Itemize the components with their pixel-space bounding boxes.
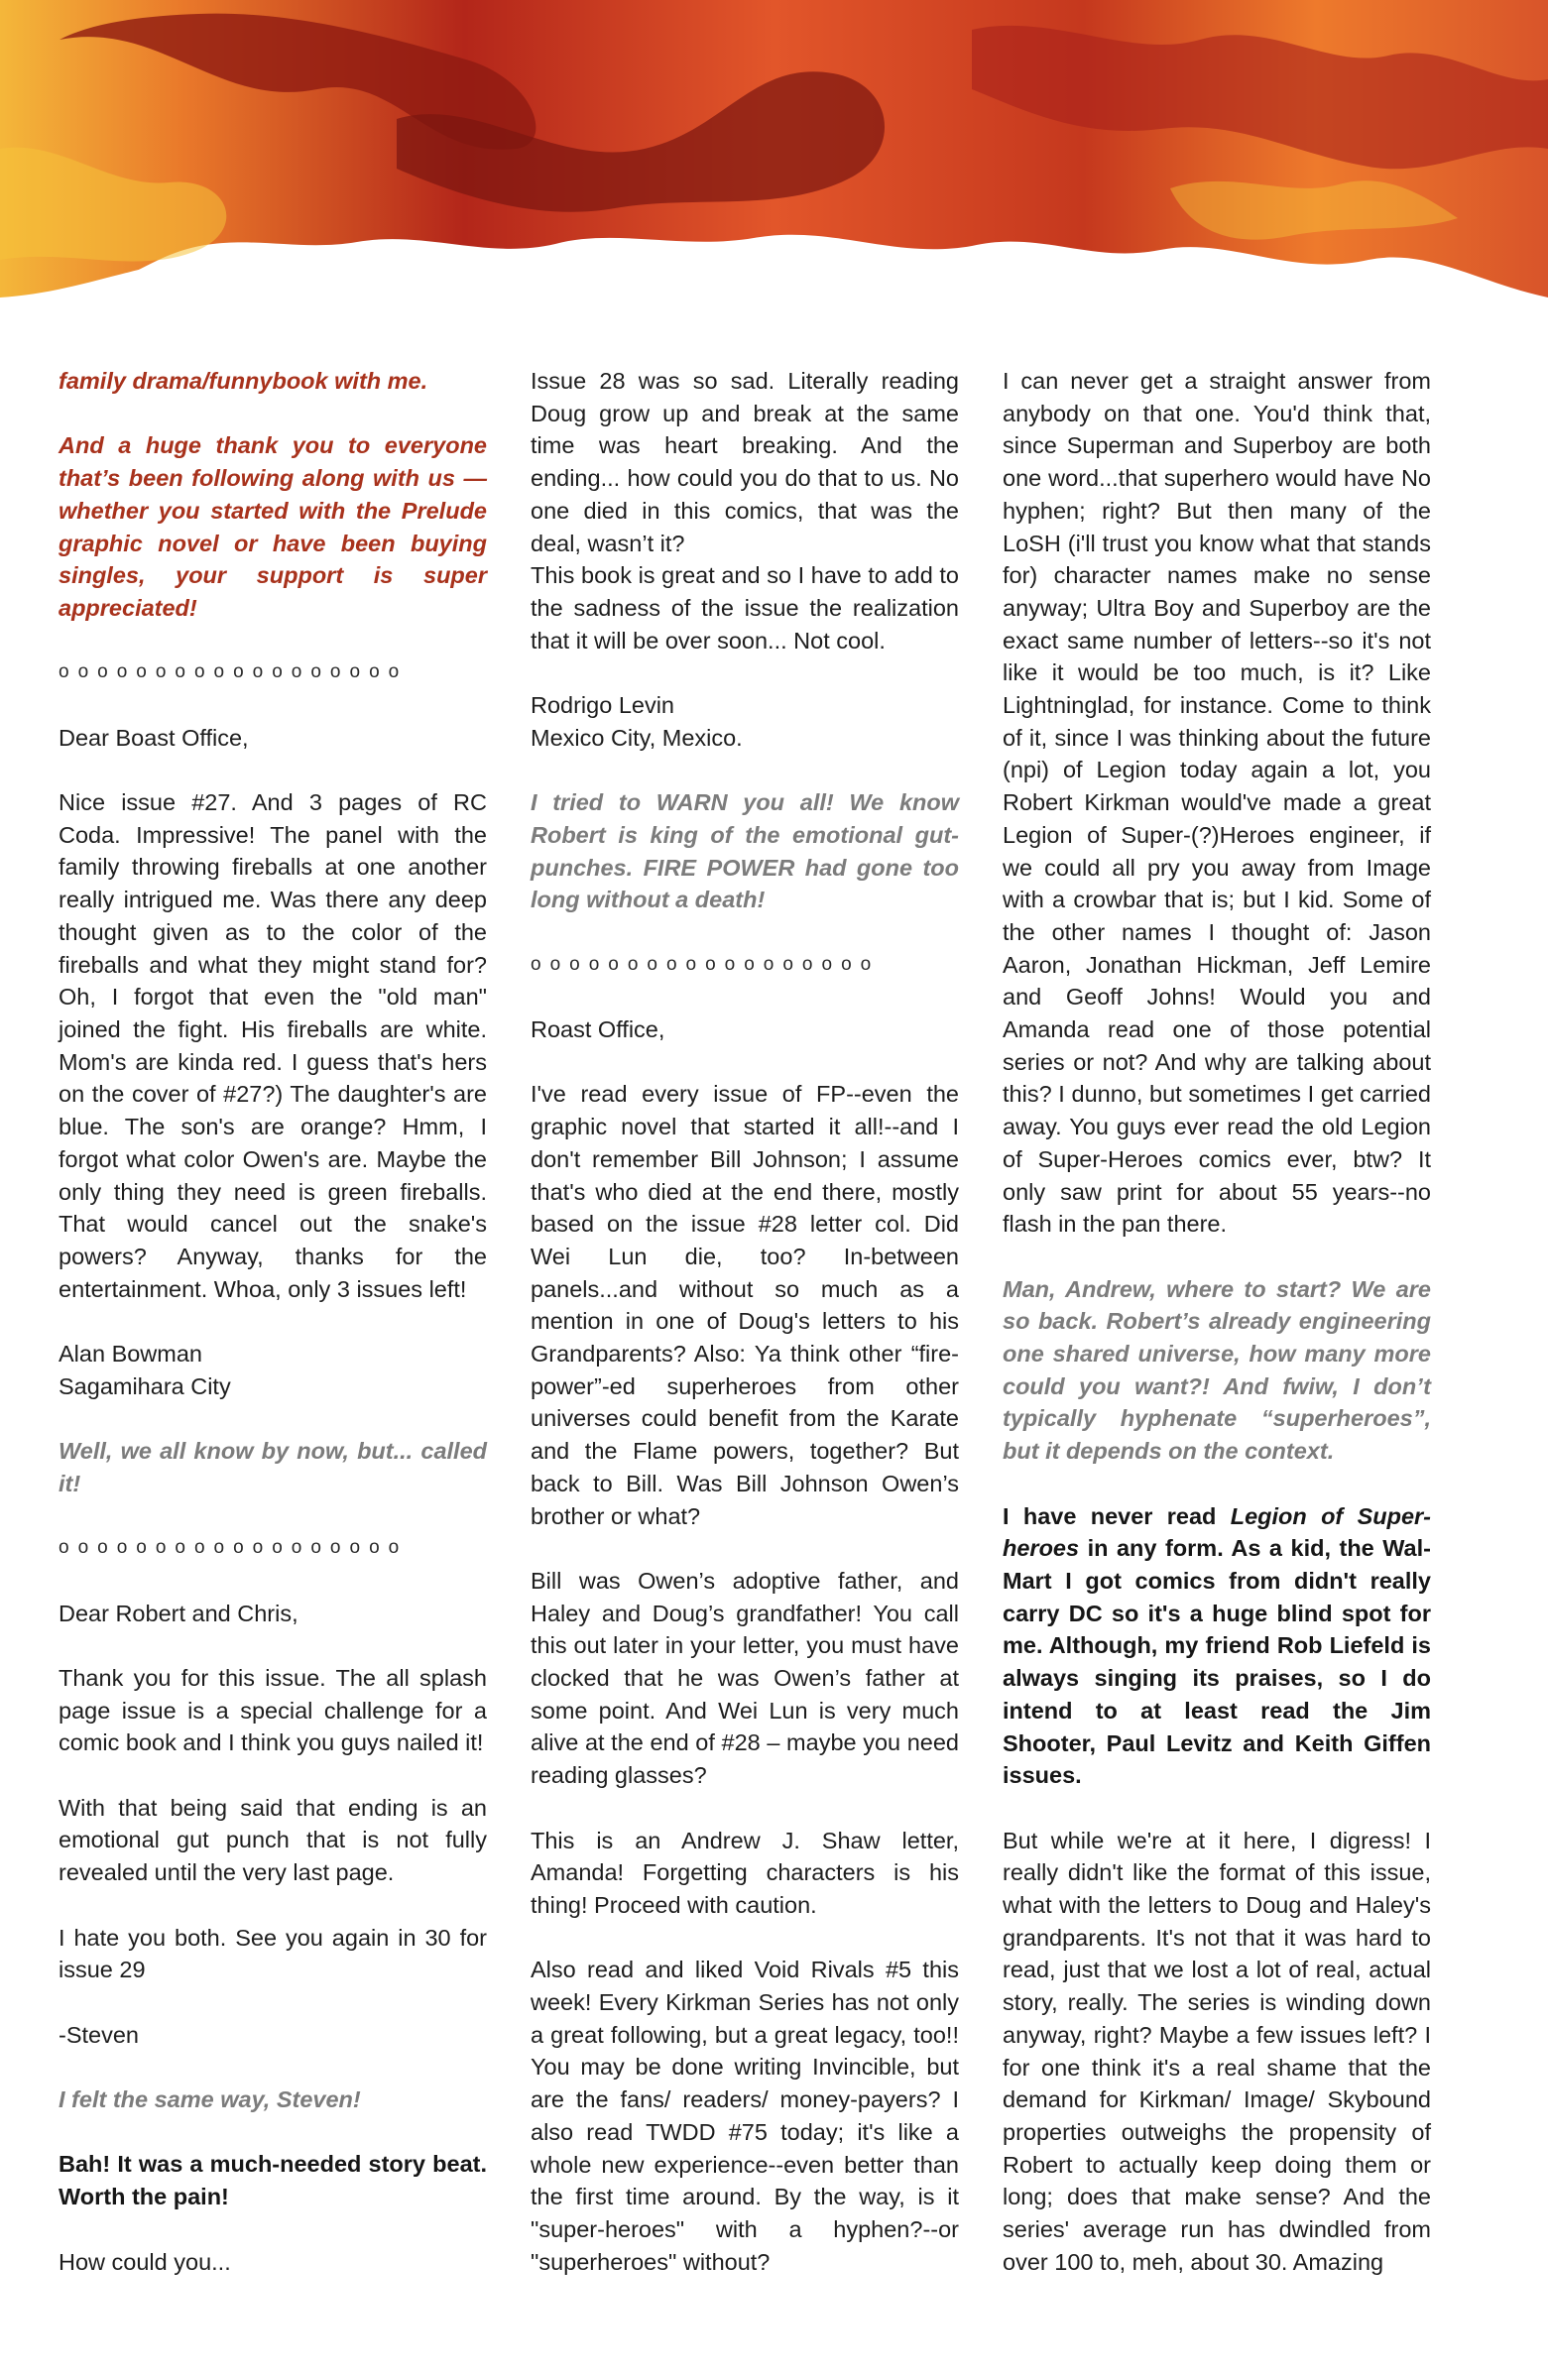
writer-reply: Bah! It was a much-needed story beat. Worth the pain!: [59, 2151, 487, 2210]
signature-name: Alan Bowman: [59, 1341, 202, 1368]
letters-column-2: [531, 365, 959, 2278]
letter-body: This book is great and so I have to add to the sadness of the issue the realization that it will be over soon... Not cool.: [531, 562, 959, 654]
letter-body: Nice issue #27. And 3 pages of RC Coda. Impressive! The panel with the family throwing fireballs at one another really intrigued me. Was there any deep thought given as to the color of the fireballs and what they might stand for? Oh, I forgot that even the "old man" joined the fight. His fireballs are white. Mom's are kinda red. I guess that's hers on the cover of #27?) The daughter's are blue. The son's are orange? Hmm, I forgot what color Owen's are. Maybe the only thing they need is green fireballs. That would cancel out the snake's powers? Anyway, thanks for the entertainment. Whoa, only 3 issues left!: [59, 789, 487, 1302]
letter-divider: oooooooooooooooooo: [59, 661, 409, 683]
letter-body: But while we're at it here, I digress! I really didn't like the format of this issue, what with the letters to Doug and Haley's grandparents. It's not that it was hard to read, just that we lost a lot of real, actual story, really. The series is winding down anyway, right? Maybe a few issues left? I for one think it's a real shame that the demand for Kirkman/ Image/ Skybound properties outweighs the propensity of Robert to actually keep doing them or long; does that make sense? And the series' average run has dwindled from over 100 to, meh, about 30. Amazing: [1003, 1827, 1431, 2275]
editor-reply: Bill was Owen’s adoptive father, and Haley and Doug’s grandfather! You call this out later in your letter, you must have clocked that he was Owen’s father at some point. And Wei Lun is very much alive at the end of #28 – maybe you need reading glasses?: [531, 1567, 959, 1789]
letter-greeting: Roast Office,: [531, 1016, 665, 1042]
editor-reply: Well, we all know by now, but... called it!: [59, 1438, 487, 1496]
staff-note-ending: family drama/funnybook with me.: [59, 368, 428, 394]
letter-divider: oooooooooooooooooo: [531, 953, 881, 975]
letter-greeting: Dear Boast Office,: [59, 724, 249, 751]
editor-reply: I tried to WARN you all! We know Robert is king of the emotional gut-punches. FIRE POWER had gone too long without a death!: [531, 789, 959, 913]
letter-signature: [59, 1338, 487, 1402]
letter-body: I've read every issue of FP--even the graphic novel that started it all!--and I don't remember Bill Johnson; I assume that's who died at the end there, mostly based on the issue #28 letter col. Did Wei Lun die, too? In-between panels...and without so much as a mention in one of Doug's letters to his Grandparents? Also: Ya think other “fire-power”-ed superheroes from other universes could benefit from the Karate and the Flame powers, together? But back to Bill. Was Bill Johnson Owen’s brother or what?: [531, 1081, 959, 1529]
letter-body: I can never get a straight answer from anybody on that one. You'd think that, since Superman and Superboy are both one word...that superhero would have No hyphen; right? But then many of the LoSH (i'll trust you know what that stands for) character names make no sense anyway; Ultra Boy and Superboy are the exact same number of letters--so it's not like it would be too much, is it? Like Lightninglad, for instance. Come to think of it, since I was thinking about the future (npi) of Legion today again a lot, you Robert Kirkman would've made a great Legion of Super-(?)Heroes engineer, if we could all pry you away from Image with a crowbar that is; but I kid. Some of the other names I thought of: Jason Aaron, Jonathan Hickman, Jeff Lemire and Geoff Johns! Would you and Amanda read one of those potential series or not? And why are talking about this? I dunno, but sometimes I get carried away. You guys ever read the old Legion of Super-Heroes comics ever, btw? It only saw print for about 55 years--no flash in the pan there.: [1003, 368, 1431, 1238]
signature-place: Mexico City, Mexico.: [531, 724, 743, 751]
signature-place: Sagamihara City: [59, 1372, 231, 1399]
letter-greeting: Dear Robert and Chris,: [59, 1600, 298, 1626]
editor-reply: This is an Andrew J. Shaw letter, Amanda! Forgetting characters is his thing! Proceed with caution.: [531, 1827, 959, 1918]
editor-reply: Man, Andrew, where to start? We are so back. Robert’s already engineering one shared universe, how many more could you want?! And fwiw, I don’t typically hyphenate “superheroes”, but it depends on the context.: [1003, 1275, 1431, 1465]
header-fire-art: [0, 0, 1548, 327]
letter-body: Also read and liked Void Rivals #5 this week! Every Kirkman Series has not only a great following, but a great legacy, too!! You may be done writing Invincible, but are the fans/ readers/ money-payers? I also read TWDD #75 today; it's like a whole new experience--even better than the first time around. By the way, is it "super-heroes" with a hyphen?--or "superheroes" without?: [531, 1957, 959, 2275]
letter-body: I hate you both. See you again in 30 for issue 29: [59, 1924, 487, 1983]
signature-name: Rodrigo Levin: [531, 692, 675, 719]
reply-text: in any form. As a kid, the Wal-Mart I got comics from didn't really carry DC so it's a huge blind spot for me. Although, my friend Rob Liefeld is always singing its praises, so I do intend to at least read the Jim Shooter, Paul Levitz and Keith Giffen issues.: [1003, 1535, 1431, 1789]
writer-reply: [1003, 1500, 1431, 1792]
letter-signature: -Steven: [59, 2021, 139, 2048]
letter-body: Thank you for this issue. The all splash page issue is a special challenge for a comic book and I think you guys nailed it!: [59, 1664, 487, 1756]
staff-thank-you: And a huge thank you to everyone that’s been following along with us — whether you started with the Prelude graphic novel or have been buying singles, your support is super appreciated!: [59, 432, 487, 621]
comic-title: Legion of Super-heroes: [1003, 1502, 1431, 1562]
letter-signature: [531, 689, 959, 754]
letter-body: Issue 28 was so sad. Literally reading Doug grow up and break at the same time was heart breaking. And the ending... how could you do that to us. No one died in this comics, that was the deal, wasn’t it?: [531, 368, 959, 556]
letter-divider: oooooooooooooooooo: [59, 1537, 409, 1559]
letters-column-1: [59, 365, 487, 2278]
letter-opening: How could you...: [59, 2248, 231, 2275]
editor-reply: I felt the same way, Steven!: [59, 2086, 361, 2113]
letters-column-3: [1003, 365, 1431, 2278]
reply-text: I have never read: [1003, 1502, 1231, 1529]
letter-body: With that being said that ending is an emotional gut punch that is not fully revealed until the very last page.: [59, 1794, 487, 1886]
